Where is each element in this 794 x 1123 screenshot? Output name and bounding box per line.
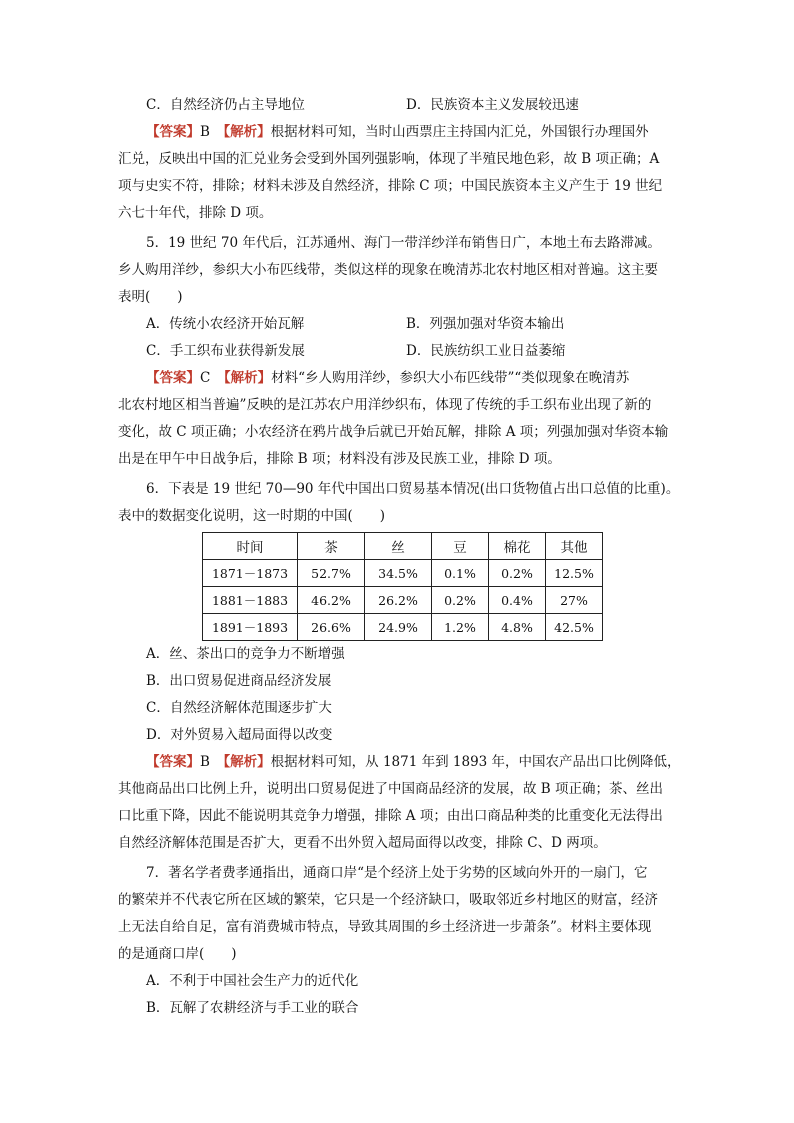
table-cell: 0.2%: [489, 560, 546, 587]
table-row: [203, 560, 603, 587]
table-cell: 1871－1873: [203, 560, 298, 587]
q6-option-a: A．丝、茶出口的竞争力不断增强: [146, 646, 345, 662]
table-cell: 12.5%: [546, 560, 603, 587]
analysis-label: 【解析】: [223, 754, 271, 770]
answer-label: 【答案】: [146, 370, 200, 386]
q6-analysis-line: 口比重下降，因此不能说明其竞争力增强，排除 A 项；由出口商品种类的比重变化无法得出: [118, 808, 663, 824]
q7-option-b: B．瓦解了农耕经济与手工业的联合: [146, 1000, 359, 1016]
q6-answer-line: [146, 749, 706, 775]
table-header-cell: 丝: [365, 533, 432, 560]
export-table: [202, 532, 603, 641]
q6-stem-line: 表中的数据变化说明，这一时期的中国( ): [118, 508, 386, 524]
analysis-label: 【解析】: [223, 370, 272, 386]
q5-stem-line: 乡人购用洋纱，参织大小布匹线带，类似这样的现象在晚清苏北农村地区相对普遍。这主要: [118, 262, 658, 278]
table-header-cell: 其他: [546, 533, 603, 560]
table-cell: 46.2%: [298, 587, 365, 614]
table-cell: 42.5%: [546, 614, 603, 641]
answer-label: 【答案】: [146, 124, 200, 140]
q6-option-c: C．自然经济解体范围逐步扩大: [146, 700, 332, 716]
table-cell: 34.5%: [365, 560, 432, 587]
table-cell: 52.7%: [298, 560, 365, 587]
q6-option-d: D．对外贸易入超局面得以改变: [146, 727, 333, 743]
table-header-cell: 豆: [432, 533, 489, 560]
q4-analysis-line: 六七十年代，排除 D 项。: [118, 205, 273, 221]
q4-option-d: D．民族资本主义发展较迅速: [406, 97, 579, 113]
q5-analysis-line: 北农村地区相当普遍”反映的是江苏农户用洋纱织布，体现了传统的手工织布业出现了新的: [118, 397, 652, 413]
table-header-cell: 时间: [203, 533, 298, 560]
answer-letter: C: [200, 370, 211, 386]
analysis-text: 根据材料可知，从 1871 年到 1893 年，中国农产品出口比例降低，: [270, 754, 681, 770]
answer-letter: B: [200, 754, 210, 770]
q5-option-d: D．民族纺织工业日益萎缩: [406, 343, 566, 359]
table-cell: 26.2%: [365, 587, 432, 614]
q4-analysis-line: 项与史实不符，排除；材料未涉及自然经济，排除 C 项；中国民族资本主义产生于 19 世纪: [118, 178, 663, 194]
analysis-label: 【解析】: [223, 124, 271, 140]
table-cell: 1.2%: [432, 614, 489, 641]
q7-option-a: A．不利于中国社会生产力的近代化: [146, 973, 359, 989]
q7-stem-line: 7．著名学者费孝通指出，通商口岸“是个经济上处于劣势的区域向外开的一扇门，它: [146, 865, 648, 881]
q5-answer-line: [146, 365, 706, 391]
q6-stem-line: 6．下表是 19 世纪 70—90 年代中国出口贸易基本情况(出口货物值占出口总值的比重)。: [146, 481, 680, 497]
table-row: [203, 614, 603, 641]
q5-option-b: B．列强加强对华资本输出: [406, 316, 565, 332]
q6-option-b: B．出口贸易促进商品经济发展: [146, 673, 332, 689]
answer-label: 【答案】: [146, 754, 200, 770]
q5-stem-line: 表明( ): [118, 289, 183, 305]
analysis-text: 材料“乡人购用洋纱，参织大小布匹线带”“类似现象在晚清苏: [271, 370, 630, 386]
q7-stem-line: 上无法自给自足，富有消费城市特点，导致其周围的乡土经济进一步萧条”。材料主要体现: [118, 919, 652, 935]
table-header-cell: 茶: [298, 533, 365, 560]
table-header-cell: 棉花: [489, 533, 546, 560]
table-row: [203, 587, 603, 614]
table-cell: 27%: [546, 587, 603, 614]
analysis-text: 根据材料可知，当时山西票庄主持国内汇兑，外国银行办理国外: [270, 124, 649, 140]
table-cell: 4.8%: [489, 614, 546, 641]
q7-stem-line: 的是通商口岸( ): [118, 946, 237, 962]
table-cell: 0.1%: [432, 560, 489, 587]
q5-analysis-line: 变化，故 C 项正确；小农经济在鸦片战争后就已开始瓦解，排除 A 项；列强加强对华资本输: [118, 424, 669, 440]
table-cell: 24.9%: [365, 614, 432, 641]
q6-analysis-line: 自然经济解体范围是否扩大，更看不出外贸入超局面得以改变，排除 C、D 两项。: [118, 835, 607, 851]
q5-stem-line: 5．19 世纪 70 年代后，江苏通州、海门一带洋纱洋布销售日广，本地土布去路滞减。: [146, 235, 661, 251]
q5-option-a: A．传统小农经济开始瓦解: [146, 316, 305, 332]
table-cell: 1891－1893: [203, 614, 298, 641]
q4-answer-line: [146, 119, 706, 145]
q7-stem-line: 的繁荣并不代表它所在区域的繁荣，它只是一个经济缺口，吸取邻近乡村地区的财富，经济: [118, 892, 658, 908]
q4-option-c: C．自然经济仍占主导地位: [146, 97, 305, 113]
answer-letter: B: [200, 124, 210, 140]
table-header-row: [203, 533, 603, 560]
table-cell: 0.4%: [489, 587, 546, 614]
q6-analysis-line: 其他商品出口比例上升，说明出口贸易促进了中国商品经济的发展，故 B 项正确；茶、丝出: [118, 781, 664, 797]
q5-analysis-line: 出是在甲午中日战争后，排除 B 项；材料没有涉及民族工业，排除 D 项。: [118, 451, 561, 467]
q4-analysis-line: 汇兑，反映出中国的汇兑业务会受到外国列强影响，体现了半殖民地色彩，故 B 项正确；A: [118, 151, 660, 167]
q5-option-c: C．手工织布业获得新发展: [146, 343, 305, 359]
table-cell: 0.2%: [432, 587, 489, 614]
table-cell: 26.6%: [298, 614, 365, 641]
table-cell: 1881－1883: [203, 587, 298, 614]
